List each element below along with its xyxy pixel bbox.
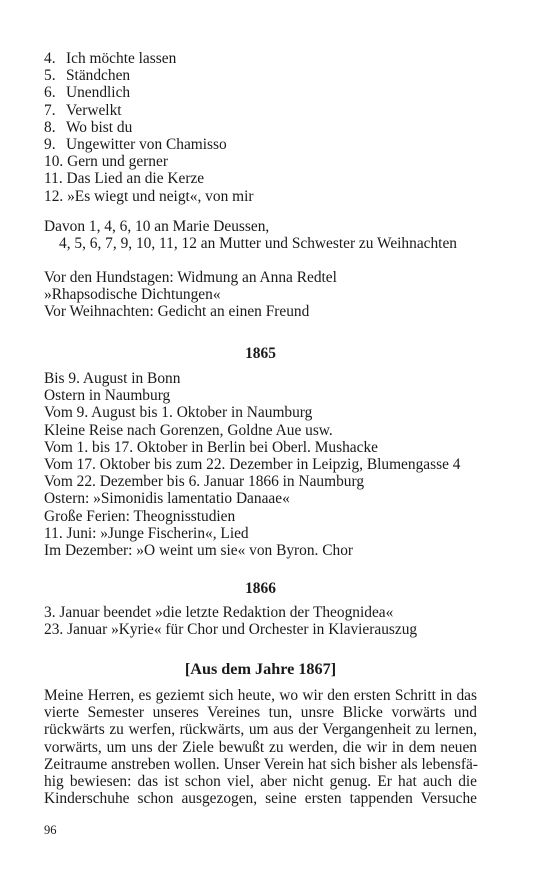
song-list [44, 50, 477, 205]
entry-line: 11. Juni: »Junge Fischerin«, Lied [44, 524, 249, 542]
list-item: 12. »Es wiegt und neigt«, von mir [44, 187, 254, 205]
entry-line: 23. Januar »Kyrie« für Chor und Orchester in Klavierauszug [44, 621, 418, 639]
entry-line: Ostern in Naumburg [44, 387, 171, 405]
paragraph-line: Zeitraume anstreben wollen. Unser Verein hat sich bisher als lebensfä- [44, 755, 478, 773]
entry-line: Vom 9. August bis 1. Oktober in Naumburg [44, 404, 313, 422]
list-item: 7. Verwelkt [44, 101, 122, 119]
year-heading-1866: 1866 [245, 580, 276, 597]
note-line: Vor Weihnachten: Gedicht an einen Freund [44, 303, 310, 321]
paragraph-line: vierte Semester unseres Vereines tun, unsre Blicke vorwärts und [44, 704, 477, 722]
paragraph-line: hig bewiesen: das ist schon viel, aber nicht genug. Er hat auch die [44, 773, 477, 791]
section-heading-1867: [Aus dem Jahre 1867] [184, 660, 337, 678]
list-item: 8. Wo bist du [44, 118, 133, 136]
year-heading-1865: 1865 [245, 345, 276, 362]
list-item: 4. Ich möchte lassen [44, 50, 177, 67]
list-item: 6. Unendlich [44, 84, 131, 102]
entry-line: Große Ferien: Theognisstudien [44, 507, 236, 525]
entry-line: Ostern: »Simonidis lamentatio Danaae« [44, 490, 290, 508]
list-item: 10. Gern und gerner [44, 153, 168, 171]
year-1866-entries [44, 604, 477, 638]
paragraph-line: Kinderschuhe schon ausgezogen, seine ersten tappenden Versuche [44, 790, 477, 808]
entry-line: Kleine Reise nach Gorenzen, Goldne Aue usw. [44, 421, 333, 439]
notes [44, 269, 477, 321]
entry-line: Im Dezember: »O weint um sie« von Byron. Chor [44, 542, 354, 560]
section-1867-paragraph [44, 687, 477, 807]
entry-line: Vom 17. Oktober bis zum 22. Dezember in Leipzig, Blumengasse 4 [44, 456, 461, 474]
list-item: 9. Ungewitter von Chamisso [44, 136, 227, 154]
page-number: 96 [44, 823, 57, 837]
entry-line: Vom 22. Dezember bis 6. Januar 1866 in Naumburg [44, 473, 365, 491]
entry-line: 3. Januar beendet »die letzte Redaktion der Theognidea« [44, 604, 394, 621]
note-line: »Rhapsodische Dichtungen« [44, 286, 221, 304]
dedication-line: Davon 1, 4, 6, 10 an Marie Deussen, [44, 218, 270, 235]
year-1865-entries [44, 370, 477, 559]
dedication [44, 218, 477, 252]
paragraph-line: vorwärts, um uns der Ziele bewußt zu werden, die wir in dem neuen [44, 738, 477, 756]
entry-line: Vom 1. bis 17. Oktober in Berlin bei Oberl. Mushacke [44, 438, 378, 456]
entry-line: Bis 9. August in Bonn [44, 370, 181, 387]
list-item: 11. Das Lied an die Kerze [44, 170, 205, 188]
list-item: 5. Ständchen [44, 67, 131, 85]
note-line: Vor den Hundstagen: Widmung an Anna Redtel [44, 269, 337, 286]
dedication-line: 4, 5, 6, 7, 9, 10, 11, 12 an Mutter und Schwester zu Weihnachten [59, 235, 457, 253]
paragraph-line: rückwärts zu werfen, rückwärts, um aus der Vergangenheit zu lernen, [44, 721, 477, 739]
paragraph-line: Meine Herren, es geziemt sich heute, wo wir den ersten Schritt in das [44, 687, 477, 704]
